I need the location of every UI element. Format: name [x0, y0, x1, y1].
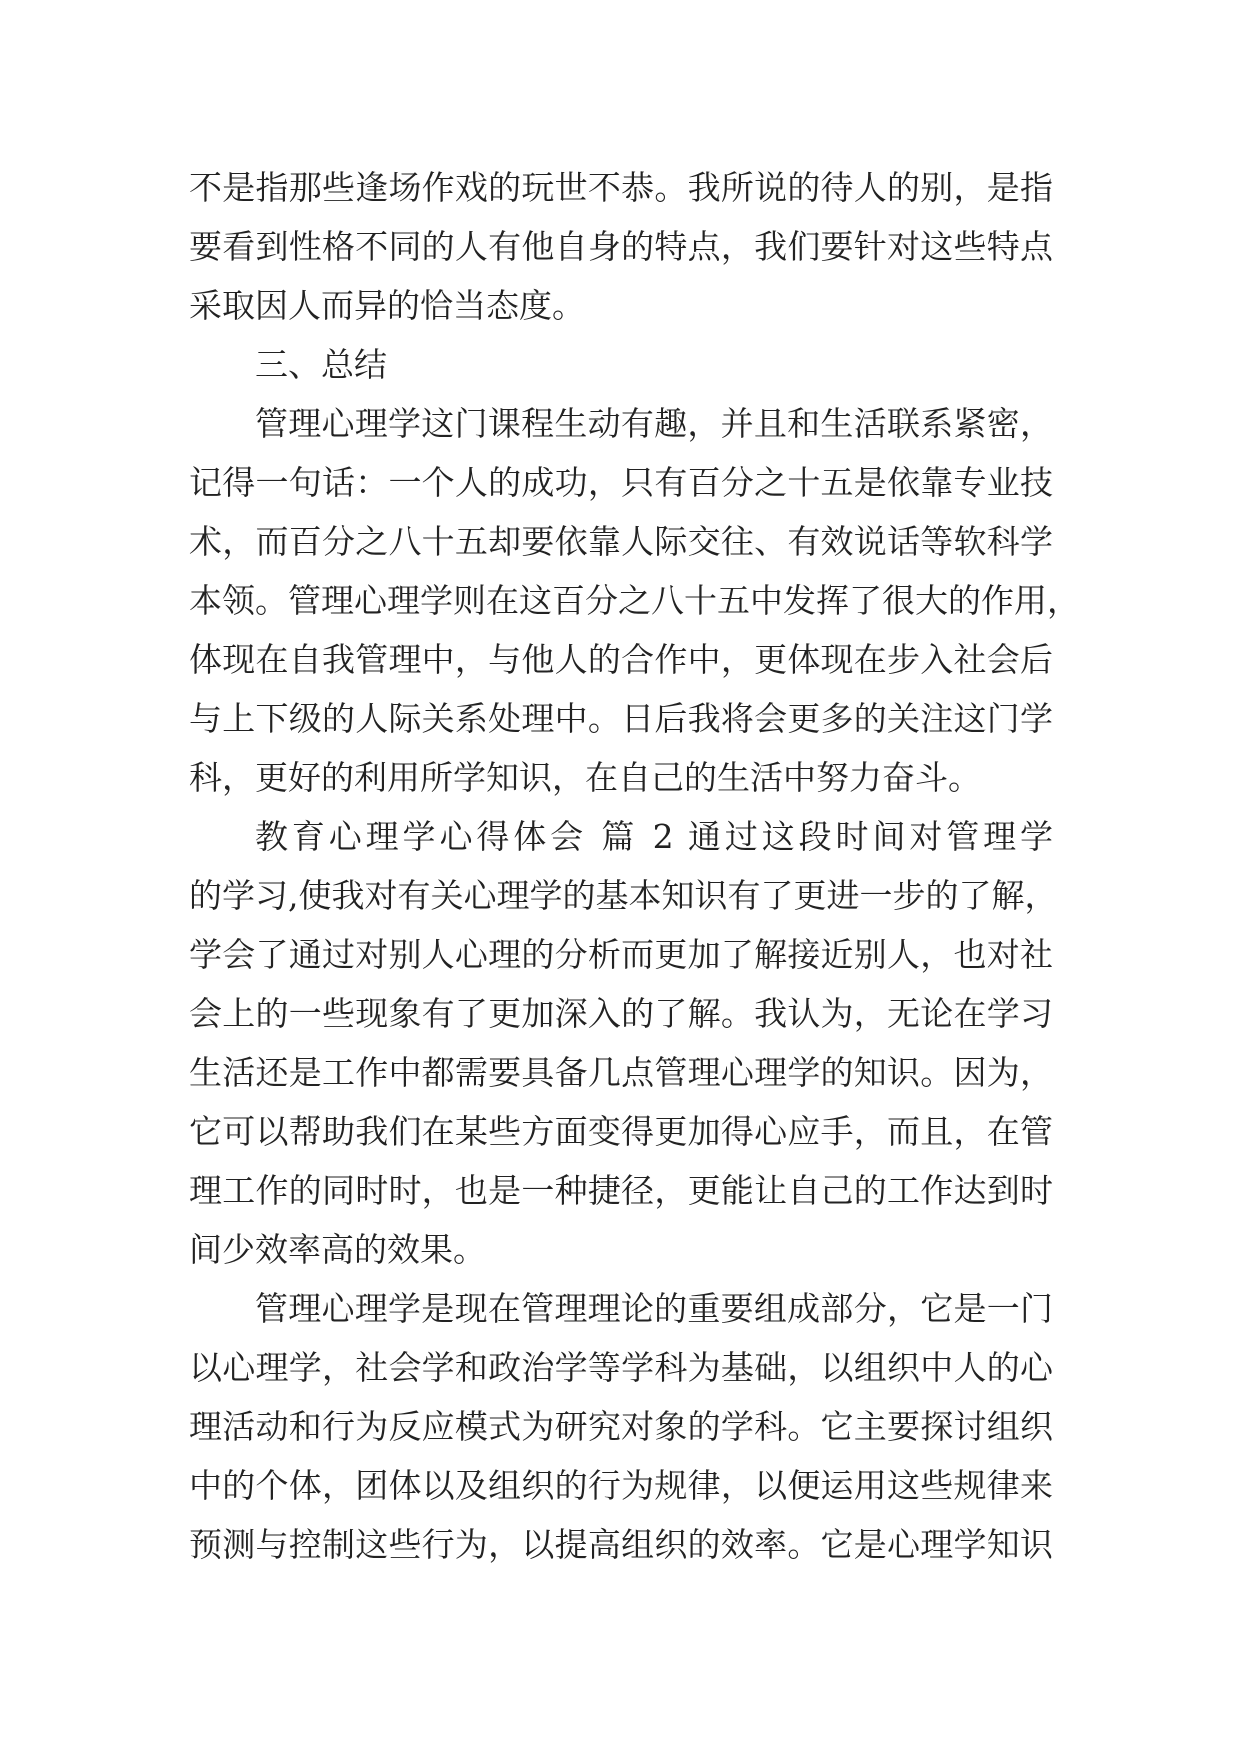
section-heading: 三、总结	[255, 345, 387, 384]
text-line: 与上下级的人际关系处理中。日后我将会更多的关注这门学	[189, 699, 1053, 738]
text-line: 它可以帮助我们在某些方面变得更加得心应手，而且，在管	[189, 1112, 1053, 1151]
text-line: 以心理学，社会学和政治学等学科为基础，以组织中人的心	[189, 1348, 1053, 1387]
text-line: 术，而百分之八十五却要依靠人际交往、有效说话等软科学	[189, 522, 1053, 561]
text-line: 的学习,使我对有关心理学的基本知识有了更进一步的了解，	[189, 876, 1058, 915]
text-line: 学会了通过对别人心理的分析而更加了解接近别人，也对社	[189, 935, 1053, 974]
text-line: 会上的一些现象有了更加深入的了解。我认为，无论在学习	[189, 994, 1053, 1033]
document-body	[189, 158, 1080, 1574]
text-line: 间少效率高的效果。	[189, 1230, 486, 1269]
text-line: 管理心理学这门课程生动有趣，并且和生活联系紧密，	[255, 404, 1053, 443]
text-line: 中的个体，团体以及组织的行为规律，以便运用这些规律来	[189, 1466, 1053, 1505]
text-line: 理工作的同时时，也是一种捷径，更能让自己的工作达到时	[189, 1171, 1053, 1210]
text-line: 理活动和行为反应模式为研究对象的学科。它主要探讨组织	[189, 1407, 1053, 1446]
text-line: 科，更好的利用所学知识，在自己的生活中努力奋斗。	[189, 758, 981, 797]
text-line: 采取因人而异的恰当态度。	[189, 286, 585, 325]
text-line: 预测与控制这些行为，以提高组织的效率。它是心理学知识	[189, 1525, 1053, 1564]
text-line: 体现在自我管理中，与他人的合作中，更体现在步入社会后	[189, 640, 1053, 679]
text-line: 管理心理学是现在管理理论的重要组成部分，它是一门	[255, 1289, 1053, 1328]
text-line: 教育心理学心得体会 篇 2 通过这段时间对管理学	[255, 817, 1053, 856]
text-line: 本领。管理心理学则在这百分之八十五中发挥了很大的作用，	[189, 581, 1080, 620]
text-line: 记得一句话：一个人的成功，只有百分之十五是依靠专业技	[189, 463, 1053, 502]
text-line: 生活还是工作中都需要具备几点管理心理学的知识。因为，	[189, 1053, 1053, 1092]
text-line: 不是指那些逢场作戏的玩世不恭。我所说的待人的别，是指	[189, 168, 1053, 207]
text-line: 要看到性格不同的人有他自身的特点，我们要针对这些特点	[189, 227, 1053, 266]
